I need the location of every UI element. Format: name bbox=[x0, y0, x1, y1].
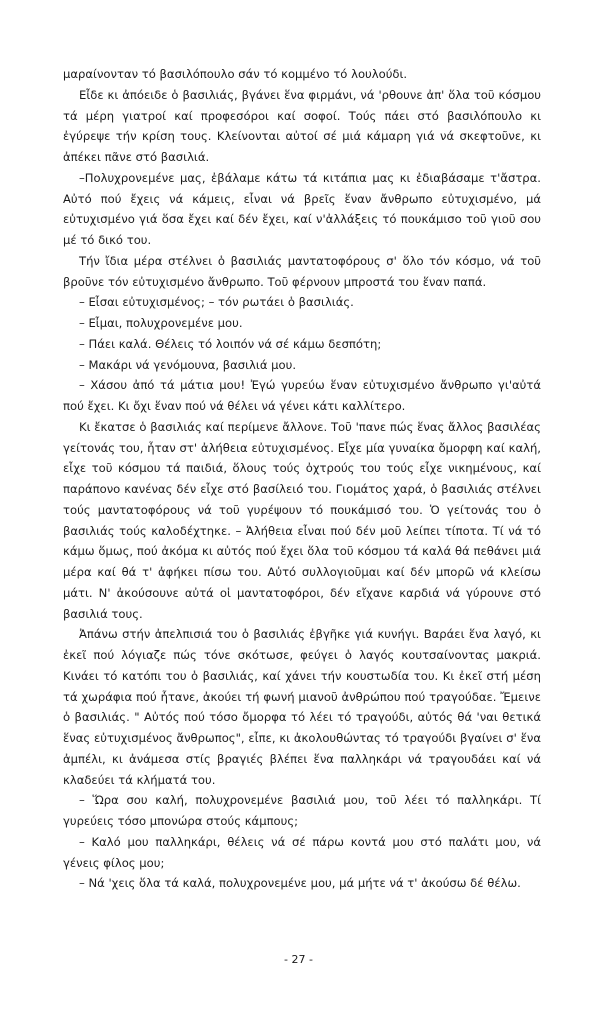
paragraph-6: Ἀπάνω στήν ἀπελπισιά του ὁ βασιλιάς ἐβγῆκε γιά κυνήγι. Βαράει ἕνα λαγό, κι ἐκεῖ πού λόγιαζε πώς τόνε σκότωσε, φεύγει ὁ λαγός κουτσαίνοντας μακριά. Κινάει τό κατόπι του ὁ βασιλιάς, καί χάνει τήν κουστωδία του. Κι ἐκεῖ στή μέση τά χωράφια πού ἦτανε, ἀκούει τή φωνή μιανοῦ ἀνθρώπου πού τραγούδαε. Ἔμεινε ὁ βασιλιάς. " Αὐτός πού τόσο ὄμορφα τό λέει τό τραγούδι, αὐτός θά 'ναι θετικά ἕνας εὐτυχισμένος ἄνθρωπος", εἶπε, κι ἀκολουθώντας τό τραγούδι βγαίνει σ' ἕνα ἀμπέλι, κι ἀνάμεσα στίς βραγιές βλέπει ἕνα παλληκάρι νά τραγουδάει καί νά κλαδεύει τά κλήματά του. bbox=[63, 627, 541, 787]
dialog-line-1: – Εἶσαι εὐτυχισμένος; – τόν ρωτάει ὁ βασιλιάς. bbox=[79, 295, 354, 310]
dialog-line-2: – Εἶμαι, πολυχρονεμένε μου. bbox=[79, 316, 243, 330]
dialog-line-4: – Μακάρι νά γενόμουνα, βασιλιά μου. bbox=[79, 357, 297, 372]
page-body-text bbox=[63, 64, 541, 894]
paragraph-4: Τήν ἴδια μέρα στέλνει ὁ βασιλιάς μαντατοφόρους σ' ὅλο τόν κόσμο, νά τοῦ βροῦνε τόν εὐτυχισμένο ἄνθρωπο. Τοῦ φέρνουν μπροστά του ἕναν παπά. bbox=[63, 253, 541, 289]
paragraph-3: –Πολυχρονεμένε μας, ἐβάλαμε κάτω τά κιτάπια μας κι ἐδιαβάσαμε τ'ἄστρα. Αὐτό πού ἔχεις νά κάμεις, εἶναι νά βρεῖς ἕναν ἄνθρωπο εὐτυχισμένο, μά εὐτυχισμένο γιά ὅσα ἔχει καί δέν ἔχει, καί ν'ἀλλάξεις τό πουκάμισο τοῦ γιοῦ σου μέ τό δικό του. bbox=[63, 170, 541, 247]
dialog-line-8: – Νά 'χεις ὅλα τά καλά, πολυχρονεμένε μου, μά μήτε νά τ' ἀκούσω δέ θέλω. bbox=[79, 876, 521, 891]
dialog-line-3: – Πάει καλά. Θέλεις τό λοιπόν νά σέ κάμω δεσπότη; bbox=[79, 336, 382, 351]
paragraph-1: μαραίνονταν τό βασιλόπουλο σάν τό κομμένο τό λουλούδι. bbox=[63, 67, 408, 81]
dialog-line-5: – Χάσου ἀπό τά μάτια μου! Ἐγώ γυρεύω ἕναν εὐτυχισμένο ἄνθρωπο γι'αὐτά πού ἔχει. Κι ὄχι ἕναν πού νά θέλει νά γένει κάτι καλλίτερο. bbox=[63, 378, 541, 413]
dialog-line-7: – Καλό μου παλληκάρι, θέλεις νά σέ πάρω κοντά μου στό παλάτι μου, νά γένεις φίλος μου; bbox=[63, 834, 541, 870]
paragraph-2: Εἶδε κι ἀπόειδε ὁ βασιλιάς, βγάνει ἕνα φιρμάνι, νά 'ρθουνε ἀπ' ὅλα τοῦ κόσμου τά μέρη γιατροί καί προφεσόροι καί σοφοί. Τούς πάει στό βασιλόπουλο κι ἐγύρεψε τήν κρίση τους. Κλείνονται αὐτοί σέ μιά κάμαρη γιά νά σκεφτοῦνε, κι ἀπέκει πᾶνε στό βασιλιά. bbox=[63, 87, 541, 164]
paragraph-5: Κι ἔκατσε ὁ βασιλιάς καί περίμενε ἄλλονε. Τοῦ 'πανε πώς ἕνας ἄλλος βασιλέας γείτονάς του, ἦταν στ' ἀλήθεια εὐτυχισμένος. Εἶχε μία γυναίκα ὄμορφη καί καλή, εἶχε τοῦ κόσμου τά παιδιά, ὅλους τούς ὀχτρούς του τούς εἶχε νικημένους, καί παράπονο κανένας δέν εἶχε στό βασίλειό του. Γιομάτος χαρά, ὁ βασιλιάς στέλνει τούς μαντατοφόρους νά τοῦ γυρέψουν τό πουκάμισό του. Ὁ γείτονάς του ὁ βασιλιάς τούς καλοδέχτηκε. – Ἀλήθεια εἶναι πού δέν μοῦ λείπει τίποτα. Τί νά τό κάμω ὅμως, πού ἀκόμα κι αὐτός πού ἔχει ὅλα τοῦ κόσμου τά καλά θά πεθάνει μιά μέρα καί θά τ' ἀφήκει πίσω του. Αὐτό συλλογιοῦμαι καί δέν μπορῶ νά κλείσω μάτι. Ν' ἀκούσουνε αὐτά οἱ μαντατοφόροι, δέν εἴχανε καρδιά νά γύρουνε στό βασιλιά τους. bbox=[63, 419, 541, 621]
dialog-line-6: – Ὥρα σου καλή, πολυχρονεμένε βασιλιά μου, τοῦ λέει τό παλληκάρι. Τί γυρεύεις τόσο μπονώρα στούς κάμπους; bbox=[63, 793, 541, 828]
page-number: - 27 - bbox=[284, 953, 313, 966]
